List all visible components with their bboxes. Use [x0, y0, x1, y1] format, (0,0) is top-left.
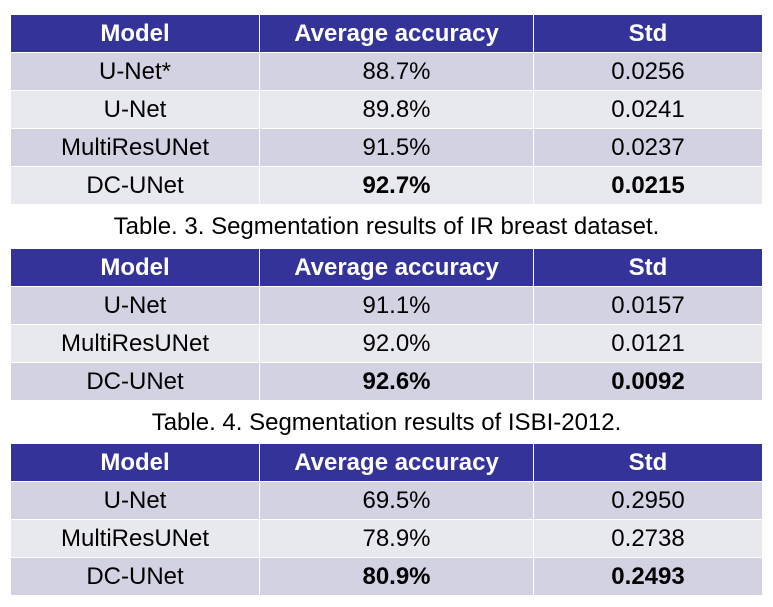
cell-std: 0.2738 [534, 520, 763, 558]
cell-model: U-Net* [11, 53, 260, 91]
header-model: Model [11, 444, 260, 482]
cell-std: 0.0121 [534, 325, 763, 363]
cell-model: U-Net [11, 482, 260, 520]
cell-accuracy: 91.1% [260, 287, 534, 325]
table-row [11, 520, 763, 558]
cell-std: 0.2950 [534, 482, 763, 520]
table-row [11, 287, 763, 325]
cell-std: 0.0256 [534, 53, 763, 91]
results-table-3 [10, 248, 763, 401]
cell-model: U-Net [11, 287, 260, 325]
table-row [11, 482, 763, 520]
table-4-caption: Table. 4. Segmentation results of ISBI-2012. [151, 409, 622, 436]
table-row [11, 167, 763, 205]
header-accuracy: Average accuracy [260, 249, 534, 287]
table-row [11, 363, 763, 401]
header-std: Std [534, 249, 763, 287]
table-header-row [11, 444, 763, 482]
table-row [11, 91, 763, 129]
cell-model: DC-UNet [11, 167, 260, 205]
cell-accuracy: 69.5% [260, 482, 534, 520]
cell-std: 0.0237 [534, 129, 763, 167]
cell-model: U-Net [11, 91, 260, 129]
table-row [11, 129, 763, 167]
cell-std-best: 0.0215 [534, 167, 763, 205]
cell-accuracy: 89.8% [260, 91, 534, 129]
cell-model: DC-UNet [11, 558, 260, 596]
cell-std-best: 0.2493 [534, 558, 763, 596]
cell-std-best: 0.0092 [534, 363, 763, 401]
header-model: Model [11, 15, 260, 53]
cell-std: 0.0157 [534, 287, 763, 325]
table-row [11, 53, 763, 91]
cell-model: DC-UNet [11, 363, 260, 401]
table-row [11, 325, 763, 363]
cell-accuracy: 91.5% [260, 129, 534, 167]
cell-accuracy: 92.0% [260, 325, 534, 363]
cell-accuracy-best: 80.9% [260, 558, 534, 596]
header-model: Model [11, 249, 260, 287]
results-table-4 [10, 443, 763, 596]
cell-accuracy-best: 92.7% [260, 167, 534, 205]
header-std: Std [534, 444, 763, 482]
cell-accuracy-best: 92.6% [260, 363, 534, 401]
header-std: Std [534, 15, 763, 53]
table-header-row [11, 249, 763, 287]
cell-model: MultiResUNet [11, 325, 260, 363]
cell-model: MultiResUNet [11, 520, 260, 558]
cell-accuracy: 78.9% [260, 520, 534, 558]
cell-accuracy: 88.7% [260, 53, 534, 91]
table-3-caption: Table. 3. Segmentation results of IR breast dataset. [113, 213, 660, 240]
cell-std: 0.0241 [534, 91, 763, 129]
table-header-row [11, 15, 763, 53]
header-accuracy: Average accuracy [260, 15, 534, 53]
header-accuracy: Average accuracy [260, 444, 534, 482]
cell-model: MultiResUNet [11, 129, 260, 167]
table-row [11, 558, 763, 596]
results-table-1 [10, 14, 763, 205]
